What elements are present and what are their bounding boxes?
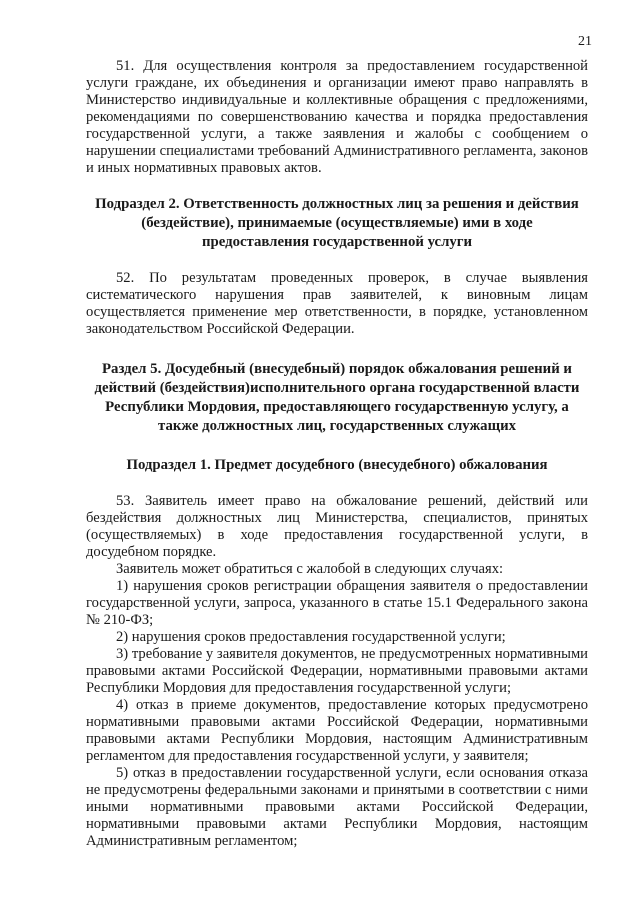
paragraph-52: 52. По результатам проведенных проверок, в случае выявления систематического нарушения прав заявителей, к виновным лицам осуществляется применение мер ответственности, в порядке, установленном законодательством Российской Федерации. (86, 270, 588, 337)
case-item-1: 1) нарушения сроков регистрации обращения заявителя о предоставлении государственной услуги, запроса, указанного в статье 15.1 Федерального закона № 210-ФЗ; (86, 578, 588, 628)
case-item-5: 5) отказ в предоставлении государственной услуги, если основания отказа не предусмотрены федеральными законами и принятыми в соответствии с ними иными нормативными правовыми актами Российской Федерации, нормативными правовыми актами Республики Мордовия, настоящим Административным регламентом; (86, 765, 588, 849)
page-number: 21 (578, 34, 592, 49)
paragraph-51: 51. Для осуществления контроля за предоставлением государственной услуги граждане, их объединения и организации имеют право направлять в Министерство индивидуальные и коллективные обращения с предложениями, рекомендациями по совершенствованию качества и порядка предоставления государственной услуги, а также заявления и жалобы с сообщением о нарушении специалистами требований Административного регламента, законов и иных нормативных правовых актов. (86, 58, 588, 176)
cases-intro: Заявитель может обратиться с жалобой в следующих случаях: (116, 561, 504, 577)
section-5-heading: Раздел 5. Досудебный (внесудебный) порядок обжалования решений и действий (бездействия)исполнительного органа государственной власти Республики Мордовия, предоставляющего государственную услугу, а также должностных лиц, государственных служащих (94, 361, 580, 434)
case-item-4: 4) отказ в приеме документов, предоставление которых предусмотрено нормативными правовыми актами Российской Федерации, нормативными правовыми актами Республики Мордовия, настоящим Административным регламентом для предоставления государственной услуги, у заявителя; (86, 697, 588, 764)
document-body (86, 58, 588, 850)
subsection-1-heading: Подраздел 1. Предмет досудебного (внесудебного) обжалования (126, 457, 548, 473)
case-item-3: 3) требование у заявителя документов, не предусмотренных нормативными правовыми актами Российской Федерации, нормативными правовыми актами Республики Мордовия для предоставления государственной услуги; (86, 646, 588, 696)
subsection-2-heading: Подраздел 2. Ответственность должностных лиц за решения и действия (бездействие), принимаемые (осуществляемые) ими в ходе предоставления государственной услуги (95, 196, 579, 250)
case-item-2: 2) нарушения сроков предоставления государственной услуги; (116, 629, 506, 645)
paragraph-53: 53. Заявитель имеет право на обжалование решений, действий или бездействия должностных лиц Министерства, специалистов, принятых (осуществляемых) в ходе предоставления государственной услуги, в досудебном порядке. (86, 493, 588, 560)
